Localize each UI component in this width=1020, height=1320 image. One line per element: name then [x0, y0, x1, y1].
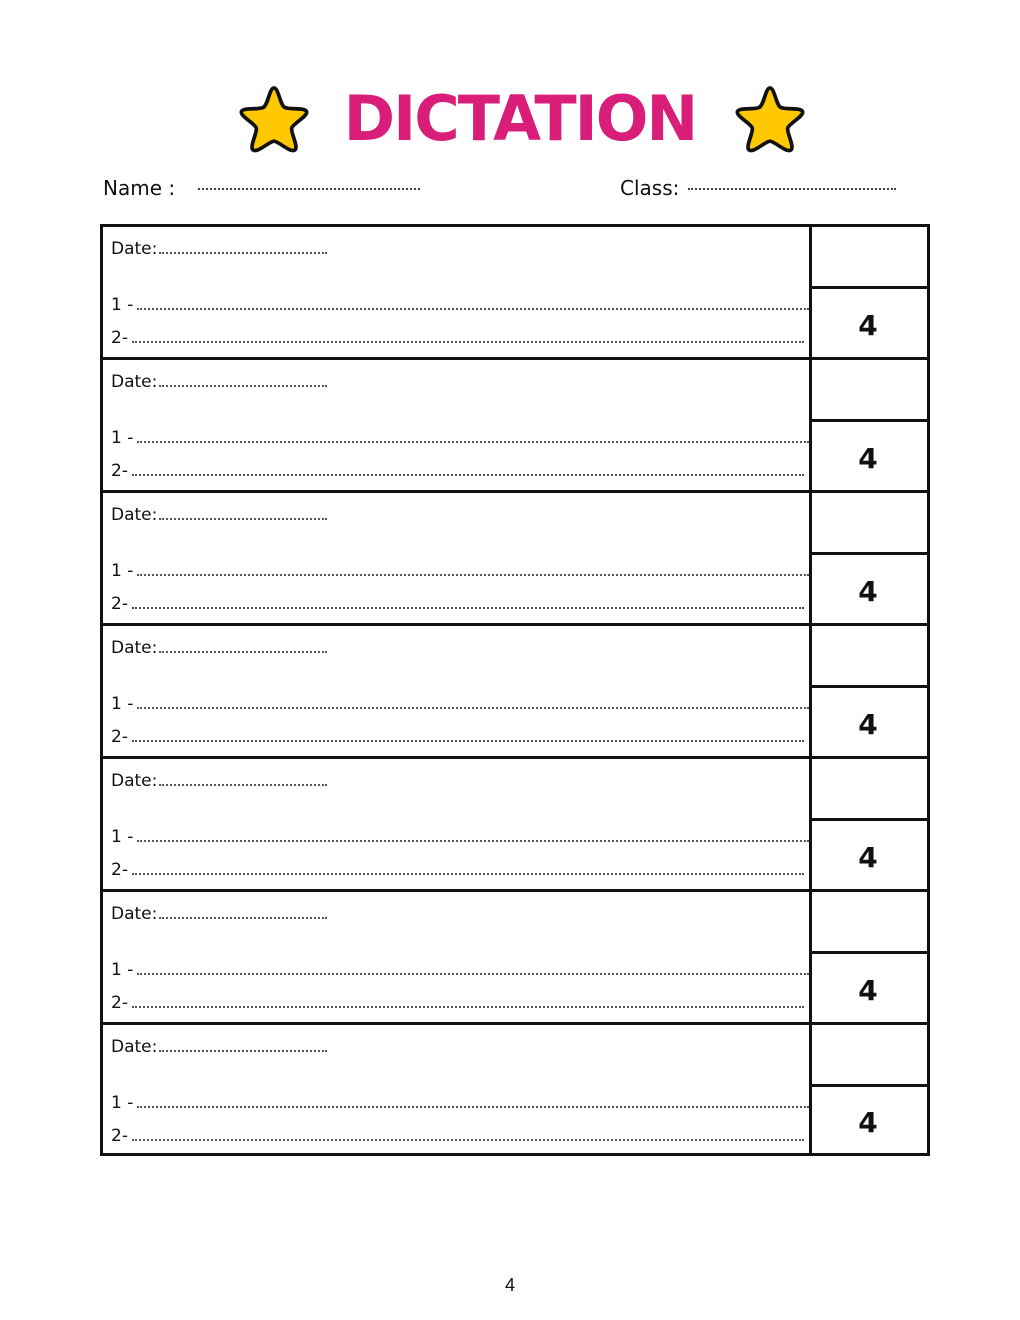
dictation-table [100, 224, 930, 1156]
answer-line-1 [111, 295, 809, 315]
max-score: 4 [858, 707, 878, 741]
entry-writing-area [103, 1025, 812, 1153]
page-title: DICTATION [343, 82, 697, 155]
dictation-entry [103, 227, 927, 360]
score-box [809, 360, 927, 490]
line-number: 2- [111, 461, 128, 481]
date-line [111, 505, 327, 525]
answer-line-2 [111, 594, 804, 614]
max-score: 4 [858, 441, 878, 475]
line-number: 2- [111, 993, 128, 1013]
score-box [809, 759, 927, 889]
star-icon [732, 82, 808, 156]
date-line [111, 638, 327, 658]
line-number: 2- [111, 860, 128, 880]
answer-field[interactable] [132, 595, 804, 609]
date-label: Date: [111, 372, 158, 392]
max-score: 4 [858, 574, 878, 608]
line-number: 1 - [111, 960, 134, 980]
date-field[interactable] [159, 1038, 327, 1052]
score-field[interactable] [809, 227, 927, 289]
line-number: 2- [111, 727, 128, 747]
header [0, 82, 1020, 162]
student-info [0, 176, 1020, 206]
answer-line-2 [111, 727, 804, 747]
line-number: 1 - [111, 295, 134, 315]
date-field[interactable] [159, 240, 327, 254]
star-icon [236, 82, 312, 156]
date-line [111, 1037, 327, 1057]
score-box [809, 227, 927, 357]
dictation-entry [103, 1025, 927, 1153]
entry-writing-area [103, 759, 812, 889]
class-label: Class: [620, 176, 680, 200]
max-score: 4 [858, 973, 878, 1007]
answer-field[interactable] [132, 728, 804, 742]
score-box [809, 626, 927, 756]
answer-field[interactable] [137, 562, 809, 576]
answer-field[interactable] [137, 695, 809, 709]
line-number: 1 - [111, 561, 134, 581]
entry-writing-area [103, 360, 812, 490]
answer-line-2 [111, 993, 804, 1013]
max-score: 4 [858, 840, 878, 874]
answer-line-2 [111, 860, 804, 880]
max-score: 4 [858, 1105, 878, 1139]
score-field[interactable] [809, 892, 927, 954]
line-number: 1 - [111, 1093, 134, 1113]
line-number: 1 - [111, 827, 134, 847]
dictation-entry [103, 626, 927, 759]
class-field[interactable] [688, 176, 896, 190]
date-field[interactable] [159, 506, 327, 520]
date-label: Date: [111, 239, 158, 259]
score-field[interactable] [809, 759, 927, 821]
date-field[interactable] [159, 639, 327, 653]
entry-writing-area [103, 493, 812, 623]
answer-field[interactable] [132, 994, 804, 1008]
line-number: 2- [111, 594, 128, 614]
answer-line-1 [111, 428, 809, 448]
score-field[interactable] [809, 360, 927, 422]
answer-field[interactable] [137, 296, 809, 310]
date-label: Date: [111, 638, 158, 658]
name-field[interactable] [198, 176, 420, 190]
answer-line-1 [111, 827, 809, 847]
answer-line-1 [111, 694, 809, 714]
answer-line-1 [111, 561, 809, 581]
answer-field[interactable] [137, 961, 809, 975]
dictation-entry [103, 493, 927, 626]
date-line [111, 239, 327, 259]
answer-line-2 [111, 1126, 804, 1146]
line-number: 2- [111, 328, 128, 348]
date-label: Date: [111, 505, 158, 525]
score-box [809, 892, 927, 1022]
date-line [111, 904, 327, 924]
answer-line-1 [111, 960, 809, 980]
score-box [809, 493, 927, 623]
answer-field[interactable] [132, 1127, 804, 1141]
date-field[interactable] [159, 373, 327, 387]
date-line [111, 771, 327, 791]
date-line [111, 372, 327, 392]
name-label: Name : [103, 176, 176, 200]
date-field[interactable] [159, 772, 327, 786]
answer-field[interactable] [137, 429, 809, 443]
answer-field[interactable] [132, 329, 804, 343]
dictation-entry [103, 360, 927, 493]
answer-field[interactable] [132, 462, 804, 476]
score-box [809, 1025, 927, 1153]
answer-line-2 [111, 461, 804, 481]
score-field[interactable] [809, 626, 927, 688]
score-field[interactable] [809, 1025, 927, 1087]
date-label: Date: [111, 904, 158, 924]
line-number: 1 - [111, 694, 134, 714]
page-number: 4 [504, 1275, 515, 1295]
answer-field[interactable] [137, 1094, 809, 1108]
max-score: 4 [858, 308, 878, 342]
entry-writing-area [103, 892, 812, 1022]
dictation-entry [103, 759, 927, 892]
dictation-entry [103, 892, 927, 1025]
line-number: 1 - [111, 428, 134, 448]
entry-writing-area [103, 626, 812, 756]
answer-field[interactable] [137, 828, 809, 842]
answer-line-1 [111, 1093, 809, 1113]
date-label: Date: [111, 771, 158, 791]
score-field[interactable] [809, 493, 927, 555]
answer-line-2 [111, 328, 804, 348]
date-field[interactable] [159, 905, 327, 919]
answer-field[interactable] [132, 861, 804, 875]
date-label: Date: [111, 1037, 158, 1057]
line-number: 2- [111, 1126, 128, 1146]
entry-writing-area [103, 227, 812, 357]
